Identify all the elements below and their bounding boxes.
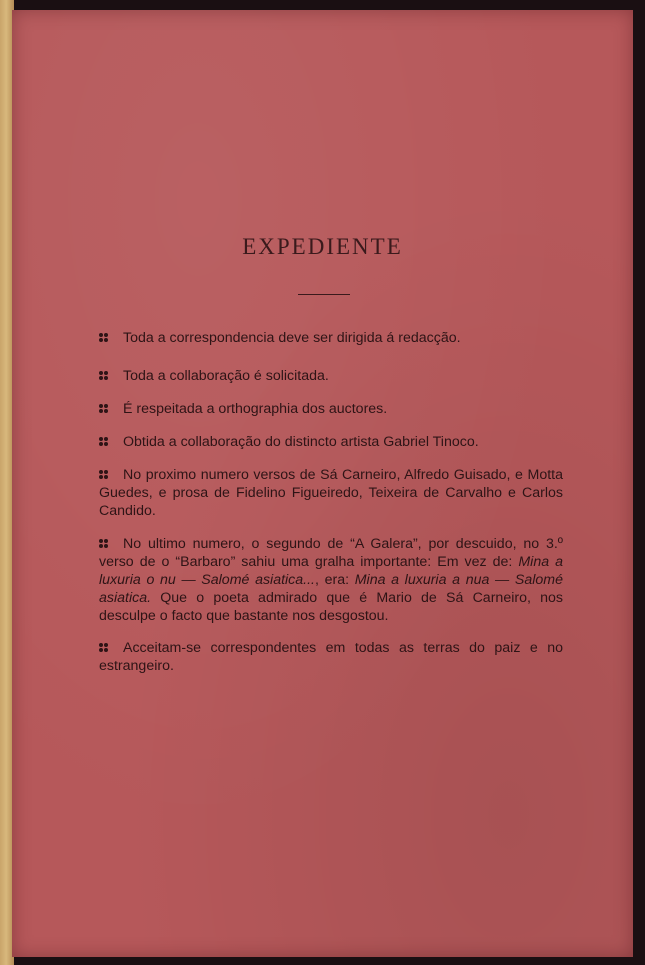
ornament-bullet-icon (99, 539, 109, 549)
ornament-bullet-icon (99, 404, 109, 414)
ornament-bullet-icon (99, 371, 109, 381)
notice-paragraph: No ultimo numero, o segundo de “A Galera”, por descuido, no 3.º verso de o “Barbaro” sahiu uma gralha importante: Em vez de: Mina a luxuria o nu — Salomé asiatica..., era: Mina a luxuria a nua — Salomé asiatica. Que o poeta admirado que é Mario de Sá Carneiro, nos desculpe o facto que bastante nos desgostou. (99, 536, 563, 624)
title-divider (298, 294, 350, 295)
ornament-bullet-icon (99, 470, 109, 480)
notice-paragraph: Toda a collaboração é solicitada. (99, 367, 563, 385)
ornament-bullet-icon (99, 437, 109, 447)
notice-paragraph: É respeitada a orthographia dos auctores. (99, 400, 563, 418)
document-page (12, 10, 633, 957)
notice-paragraph: Obtida a collaboração do distincto artista Gabriel Tinoco. (99, 433, 563, 451)
ornament-bullet-icon (99, 643, 109, 653)
page-title: EXPEDIENTE (242, 234, 403, 259)
notice-paragraph: Acceitam-se correspondentes em todas as terras do paiz e no estrangeiro. (99, 640, 563, 674)
notice-paragraph: No proximo numero versos de Sá Carneiro, Alfredo Guisado, e Motta Guedes, e prosa de Fidelino Figueiredo, Teixeira de Carvalho e Carlos Candido. (99, 467, 563, 519)
ornament-bullet-icon (99, 333, 109, 343)
notice-paragraph: Toda a correspondencia deve ser dirigida á redacção. (99, 329, 563, 347)
